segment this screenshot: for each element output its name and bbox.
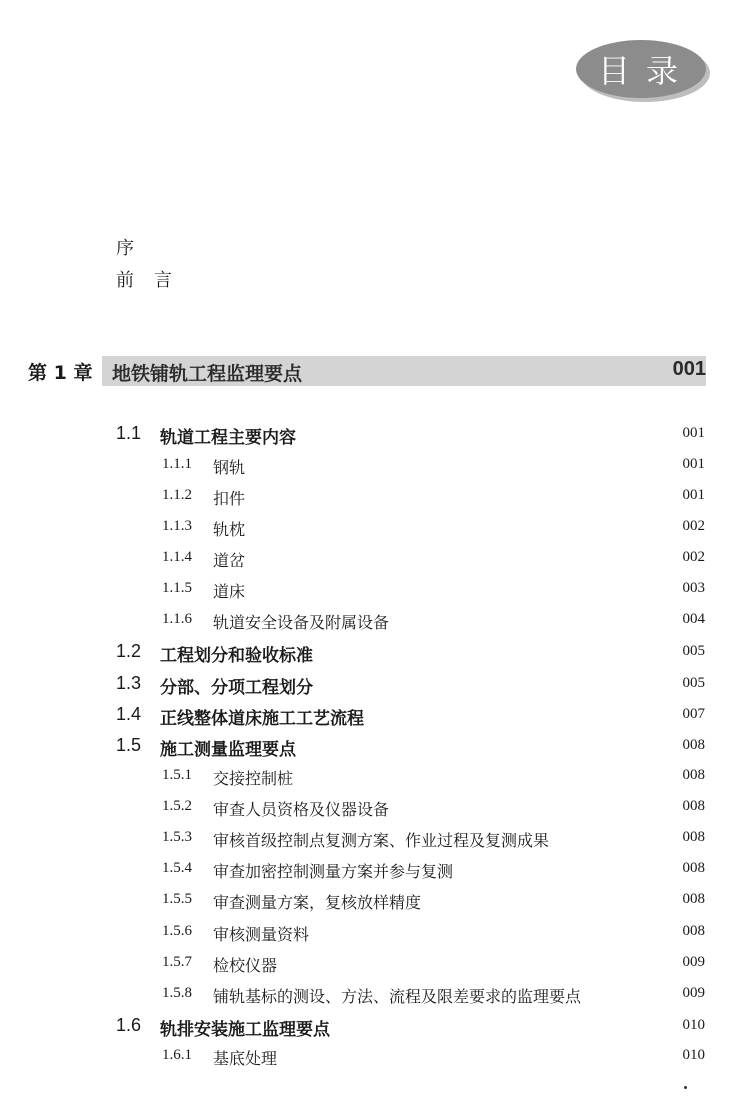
entry-title: 正线整体道床施工工艺流程 (160, 709, 364, 729)
toc-subsection-entry[interactable] (0, 578, 750, 606)
entry-title: 轨枕 (213, 520, 246, 539)
entry-number: 1.5.3 (162, 829, 192, 845)
entry-page-number: 008 (682, 767, 705, 783)
entry-title: 工程划分和验收标准 (160, 646, 313, 666)
toc-subsection-entry[interactable] (0, 889, 750, 917)
entry-number: 1.5.6 (162, 923, 192, 939)
entry-title: 分部、分项工程划分 (160, 678, 313, 698)
toc-section-entry[interactable] (0, 735, 750, 763)
toc-subsection-entry[interactable] (0, 983, 750, 1011)
toc-subsection-entry[interactable] (0, 796, 750, 824)
entry-title: 基底处理 (213, 1049, 278, 1068)
toc-subsection-entry[interactable] (0, 609, 750, 637)
toc-subsection-entry[interactable] (0, 952, 750, 980)
entry-page-number: 008 (682, 923, 705, 939)
entry-number: 1.1.2 (162, 487, 192, 503)
toc-subsection-entry[interactable] (0, 765, 750, 793)
toc-section-entry[interactable] (0, 704, 750, 732)
entry-page-number: 007 (682, 706, 705, 722)
toc-section-entry[interactable] (0, 673, 750, 701)
entry-page-number: 002 (682, 518, 705, 534)
entry-number: 1.2 (116, 641, 142, 661)
entry-title: 审查人员资格及仪器设备 (213, 800, 390, 819)
toc-subsection-entry[interactable] (0, 1045, 750, 1073)
page-dot (684, 1086, 687, 1089)
front-matter-preface[interactable]: 序 (116, 238, 135, 259)
entry-page-number: 001 (682, 456, 705, 472)
entry-number: 1.1 (116, 423, 142, 443)
entry-number: 1.5.7 (162, 954, 192, 970)
entry-title: 审核测量资料 (213, 925, 310, 944)
entry-page-number: 008 (682, 737, 705, 753)
entry-page-number: 009 (682, 985, 705, 1001)
chapter-page-number: 001 (672, 358, 706, 380)
entry-number: 1.4 (116, 704, 142, 724)
toc-subsection-entry[interactable] (0, 858, 750, 886)
entry-title: 施工测量监理要点 (160, 740, 296, 760)
chapter-heading[interactable] (28, 356, 706, 386)
entry-title: 钢轨 (213, 458, 246, 477)
entry-title: 轨道安全设备及附属设备 (213, 613, 390, 632)
entry-number: 1.1.5 (162, 580, 192, 596)
entry-page-number: 009 (682, 954, 705, 970)
entry-number: 1.1.3 (162, 518, 192, 534)
entry-title: 道床 (213, 582, 246, 601)
entry-page-number: 008 (682, 860, 705, 876)
chapter-number: 第 1 章 (28, 362, 93, 384)
toc-subsection-entry[interactable] (0, 454, 750, 482)
entry-number: 1.5.1 (162, 767, 192, 783)
entry-title: 审查加密控制测量方案并参与复测 (213, 862, 454, 881)
front-matter-foreword[interactable]: 前 言 (116, 270, 173, 291)
entry-page-number: 001 (682, 425, 705, 441)
entry-number: 1.1.1 (162, 456, 192, 472)
entry-title: 铺轨基标的测设、方法、流程及限差要求的监理要点 (213, 987, 582, 1006)
entry-title: 检校仪器 (213, 956, 278, 975)
toc-section-entry[interactable] (0, 1015, 750, 1043)
entry-number: 1.1.4 (162, 549, 192, 565)
entry-number: 1.5.5 (162, 891, 192, 907)
entry-page-number: 003 (682, 580, 705, 596)
entry-page-number: 002 (682, 549, 705, 565)
entry-page-number: 008 (682, 798, 705, 814)
entry-page-number: 004 (682, 611, 705, 627)
toc-subsection-entry[interactable] (0, 827, 750, 855)
entry-title: 扣件 (213, 489, 246, 508)
entry-number: 1.5.4 (162, 860, 192, 876)
entry-title: 道岔 (213, 551, 246, 570)
entry-page-number: 005 (682, 675, 705, 691)
entry-number: 1.1.6 (162, 611, 192, 627)
entry-title: 轨道工程主要内容 (160, 428, 296, 448)
toc-subsection-entry[interactable] (0, 921, 750, 949)
toc-subsection-entry[interactable] (0, 547, 750, 575)
entry-number: 1.5 (116, 735, 142, 755)
entry-title: 交接控制桩 (213, 769, 294, 788)
toc-section-entry[interactable] (0, 423, 750, 451)
entry-page-number: 008 (682, 829, 705, 845)
entry-page-number: 010 (682, 1017, 705, 1033)
entry-page-number: 008 (682, 891, 705, 907)
entry-number: 1.6.1 (162, 1047, 192, 1063)
chapter-title: 地铁铺轨工程监理要点 (112, 363, 303, 385)
toc-subsection-entry[interactable] (0, 485, 750, 513)
entry-title: 审核首级控制点复测方案、作业过程及复测成果 (213, 831, 550, 850)
entry-title: 轨排安装施工监理要点 (160, 1020, 330, 1040)
entry-page-number: 010 (682, 1047, 705, 1063)
entry-number: 1.5.8 (162, 985, 192, 1001)
toc-section-entry[interactable] (0, 641, 750, 669)
entry-number: 1.6 (116, 1015, 142, 1035)
toc-title-badge: 目录 (576, 40, 706, 98)
entry-page-number: 001 (682, 487, 705, 503)
entry-number: 1.5.2 (162, 798, 192, 814)
entry-title: 审查测量方案，复核放样精度 (213, 893, 422, 912)
entry-number: 1.3 (116, 673, 142, 693)
toc-subsection-entry[interactable] (0, 516, 750, 544)
entry-page-number: 005 (682, 643, 705, 659)
